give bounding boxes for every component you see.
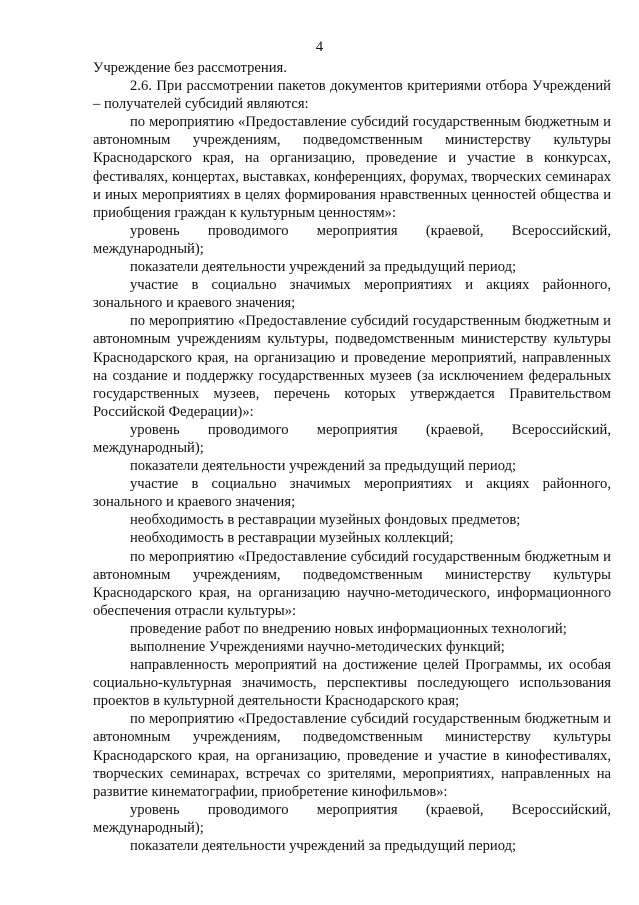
paragraph: участие в социально значимых мероприятиях и акциях районного, зонального и краевого значения; (93, 476, 611, 511)
paragraph: уровень проводимого мероприятия (краевой, Всероссийский, международный); (93, 421, 611, 456)
paragraph: выполнение Учреждениями научно-методических функций; (130, 639, 505, 655)
page-number: 4 (315, 39, 324, 55)
paragraph: 2.6. При рассмотрении пакетов документов критериями отбора Учреждений – получателей субсидий являются: (93, 78, 611, 113)
paragraph: необходимость в реставрации музейных фондовых предметов; (130, 512, 521, 529)
paragraph: направленность мероприятий на достижение целей Программы, их особая социально-культурная значимость, перспективы последующего использования проектов в культурной деятельности Краснодарского края; (93, 657, 611, 710)
paragraph: Учреждение без рассмотрения. (93, 60, 287, 76)
paragraph: по мероприятию «Предоставление субсидий государственным бюджетным и автономным учреждениям, подведомственным министерству культуры Краснодарского края, на организацию, проведение и участие в конкурсах, фестивалях, концертах, выставках, конференциях, форумах, творческих семинарах и иных мероприятиях в целях формирования нравственных ценностей общества и приобщения граждан к культурным ценностям»: (93, 114, 611, 221)
paragraph: показатели деятельности учреждений за предыдущий период; (130, 458, 517, 475)
paragraph: уровень проводимого мероприятия (краевой, Всероссийский, международный); (93, 222, 611, 257)
paragraph: показатели деятельности учреждений за предыдущий период; (130, 838, 517, 855)
paragraph: по мероприятию «Предоставление субсидий государственным бюджетным и автономным учреждениям культуры, подведомственным министерству культуры Краснодарского края, на организацию и проведение мероприятий, направленных на создание и поддержку государственных музеев (за исключением федеральных государственных музеев, перечень которых утверждается Правительством Российской Федерации)»: (93, 313, 611, 420)
paragraph: участие в социально значимых мероприятиях и акциях районного, зонального и краевого значения; (93, 277, 611, 312)
paragraph: проведение работ по внедрению новых информационных технологий; (130, 620, 567, 637)
paragraph: по мероприятию «Предоставление субсидий государственным бюджетным и автономным учреждениям, подведомственным министерству культуры Краснодарского края, на организацию научно-методического, информационного обеспечения отрасли культуры»: (93, 548, 611, 619)
document-body (93, 59, 611, 855)
paragraph: показатели деятельности учреждений за предыдущий период; (130, 259, 517, 276)
paragraph: необходимость в реставрации музейных коллекций; (130, 530, 454, 547)
paragraph: по мероприятию «Предоставление субсидий государственным бюджетным и автономным учреждениям, подведомственным министерству культуры Краснодарского края, на организацию, проведение и участие в кинофестивалях, творческих семинарах, встречах со зрителями, мероприятиях, направленных на развитие кинематографии, приобретение кинофильмов»: (93, 711, 611, 800)
paragraph: уровень проводимого мероприятия (краевой, Всероссийский, международный); (93, 801, 611, 836)
